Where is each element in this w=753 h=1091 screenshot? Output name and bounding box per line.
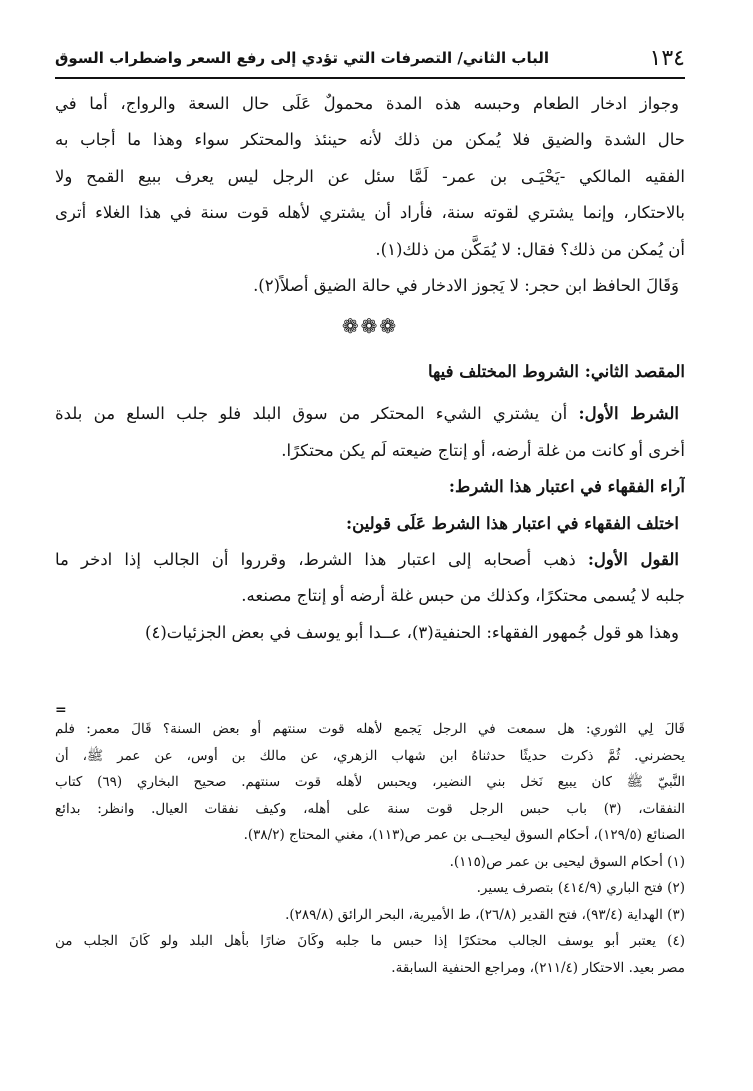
body-line: وَقَالَ الحافظ ابن حجر: لا يَجوز الادخار في حالة الضيق أصلاً(٢). — [253, 276, 679, 296]
page-number: ١٣٤ — [649, 46, 685, 71]
footnote-1: (١) أحكام السوق ليحيى بن عمر ص(١١٥). — [449, 853, 685, 870]
footnote-line: النَّبيّ ﷺ كان يبيع نَخل بني النضير، ويحبس لأهله قوت سنتهم. صحيح البخاري (٦٩) كتاب — [55, 774, 685, 790]
opinion-paragraph — [55, 542, 685, 578]
footnote-continuation-mark: = — [55, 702, 67, 718]
footnote-4: (٤) يعتبر أبو يوسف الجالب محتكرًا إذا حبس ما جلبه وكَانَ ضارًا بأهل البلد ولو كَانَ الجلب من — [55, 933, 685, 949]
footnote-line: مصر بعيد. الاحتكار (٢١١/٤)، ومراجع الحنفية السابقة. — [391, 959, 685, 976]
body-line: بالاحتكار، وإنما يشتري لقوته سنة، فأراد أن يشتري لأهله قوت سنة في هذا الغلاء أترى — [55, 203, 685, 223]
footnote-3: (٣) الهداية (٩٣/٤)، فتح القدير (٢٦/٨)، ط الأميرية، البحر الرائق (٢٨٩/٨). — [285, 906, 685, 923]
running-title: الباب الثاني/ التصرفات التي تؤدي إلى رفع السعر واضطراب السوق — [55, 49, 549, 67]
header-rule — [55, 77, 685, 79]
section-ornament: ❁❁❁ — [341, 314, 399, 339]
body-line: حال الشدة والضيق فلا يُمكن من ذلك لأنه حينئذ والمحتكر سواء وهذا ما أجاب به — [55, 130, 685, 150]
opinion-label: القول الأول: — [587, 550, 679, 570]
body-line: وهذا هو قول جُمهور الفقهاء: الحنفية(٣)، عــدا أبو يوسف في بعض الجزئيات(٤) — [145, 622, 679, 642]
body-line: جلبه لا يُسمى محتكرًا، وكذلك من حبس غلة أرضه أو إنتاج مصنعه. — [241, 586, 685, 606]
subheading-disagreement: اختلف الفقهاء في اعتبار هذا الشرط عَلَى قولين: — [345, 513, 679, 533]
page-header — [55, 44, 685, 74]
body-line: أخرى أو كانت من غلة أرضه، أو إنتاج ضيعته لَم يكن محتكرًا. — [281, 440, 685, 460]
footnote-line: يحضرني. ثُمَّ ذكرت حديثًا حدثناهُ ابن شهاب الزهري، عن مالك بن أوس، عن عمر ﷺ، أن — [55, 747, 685, 764]
condition-paragraph — [55, 396, 685, 432]
opinion-text: ذهب أصحابه إلى اعتبار هذا الشرط، وقرروا أن الجالب إذا ادخر ما — [55, 550, 588, 570]
main-text — [55, 86, 685, 651]
body-line: أن يُمكن من ذلك؟ فقال: لا يُمَكَّن من ذلك(١). — [375, 239, 685, 259]
subheading-opinions: آراء الفقهاء في اعتبار هذا الشرط: — [448, 477, 685, 497]
footnote-line: الصنائع (١٢٩/٥)، أحكام السوق ليحيــى بن عمر ص(١١٣)، مغني المحتاج (٣٨/٢). — [243, 827, 685, 843]
footnotes — [55, 702, 685, 981]
footnote-line: النفقات، (٣) باب حبس الرجل قوت سنة على أهله، وكيف نفقات العيال. وانظر: بدائع — [55, 800, 685, 817]
body-line: وجواز ادخار الطعام وحبسه هذه المدة محمولٌ عَلَى حال السعة والرواج، أما في — [55, 94, 679, 113]
condition-text: أن يشتري الشيء المحتكر من سوق البلد فلو جلب السلع من بلدة — [55, 404, 579, 424]
section-heading: المقصد الثاني: الشروط المختلف فيها — [428, 362, 685, 382]
footnote-line: قَالَ لِي الثوري: هل سمعت في الرجل يَجمع لأهله قوت سنتهم أو بعض السنة؟ قَالَ معمر: فلم — [55, 721, 685, 737]
body-line: الفقيه المالكي -يَحْيَـى بن عمر- لَمَّا سئل عن الرجل ليس يعرف ببيع القمح ولا — [55, 166, 685, 186]
footnote-2: (٢) فتح الباري (٤١٤/٩) بتصرف يسير. — [476, 880, 685, 896]
condition-label: الشرط الأول: — [578, 404, 679, 424]
